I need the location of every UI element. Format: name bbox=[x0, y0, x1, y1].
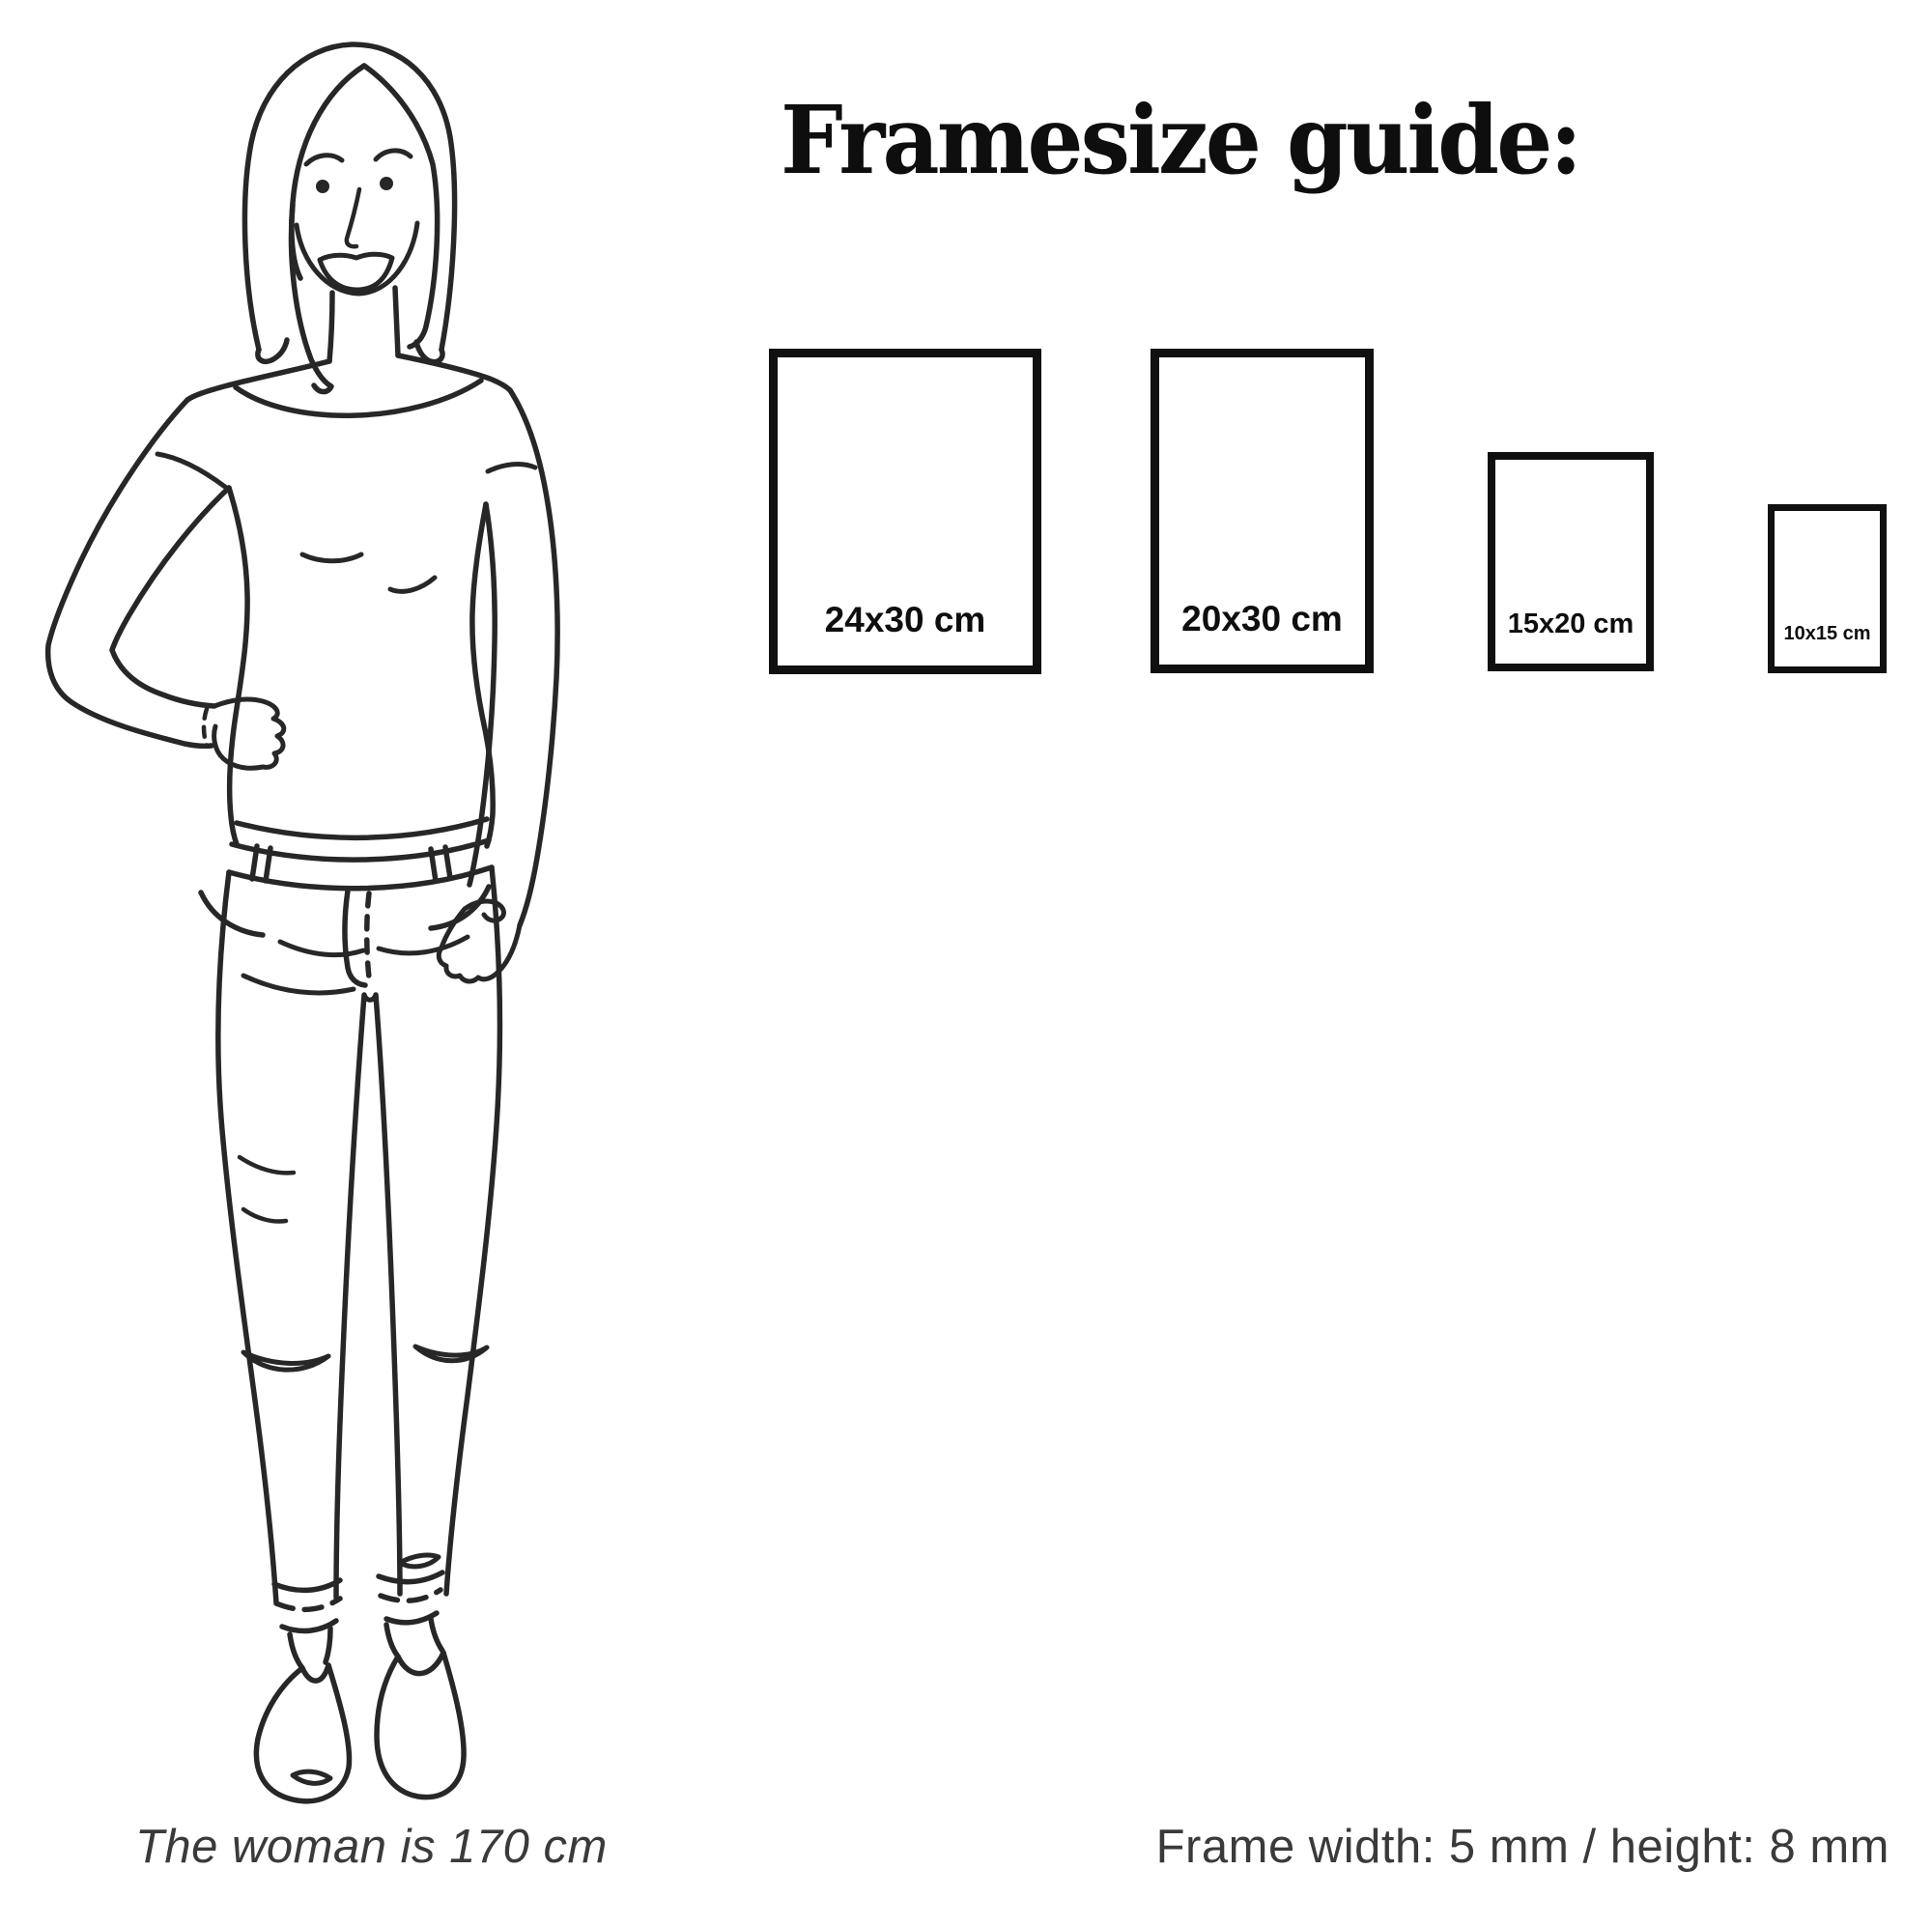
right-sleeve-hem bbox=[488, 465, 535, 471]
hair-inner-right bbox=[364, 66, 438, 347]
thigh-fold bbox=[243, 1209, 286, 1222]
cuff-right-dashed bbox=[381, 1590, 440, 1600]
eye-left bbox=[316, 180, 329, 193]
shoulder-left bbox=[187, 361, 329, 400]
woman-figure-illustration bbox=[24, 29, 575, 1806]
right-arm-outer bbox=[510, 390, 557, 925]
leg-outer-left bbox=[218, 872, 276, 1603]
left-arm-outer bbox=[48, 400, 212, 746]
knee-rip-left bbox=[243, 1352, 328, 1370]
frame-10x15 bbox=[1768, 504, 1887, 673]
frame-label: 24x30 cm bbox=[824, 600, 986, 639]
hip-crease bbox=[243, 976, 354, 993]
frame-label: 15x20 cm bbox=[1507, 609, 1634, 639]
fly-seam bbox=[345, 891, 365, 985]
ankle bbox=[431, 1619, 442, 1651]
page-title: Framesize guide: bbox=[781, 85, 1580, 195]
right-hand bbox=[439, 901, 520, 981]
caption-woman-height: The woman is 170 cm bbox=[135, 1821, 608, 1873]
hip-crease bbox=[280, 942, 363, 955]
left-wrist-dashes bbox=[204, 709, 207, 746]
knee-rip-right bbox=[415, 1346, 487, 1361]
shoe-left-toe-detail bbox=[293, 1771, 330, 1783]
torso-left bbox=[229, 488, 247, 844]
caption-frame-spec: Frame width: 5 mm / height: 8 mm bbox=[1155, 1821, 1889, 1873]
nose bbox=[347, 189, 359, 246]
fly-stitch-dashed bbox=[367, 893, 369, 977]
pocket-right bbox=[431, 887, 489, 928]
frame-label: 10x15 cm bbox=[1783, 623, 1871, 644]
cuff-left-dashed bbox=[276, 1599, 340, 1609]
left-sleeve-hem bbox=[157, 454, 225, 487]
cuff-left-top bbox=[274, 1580, 340, 1590]
left-arm-inner bbox=[112, 488, 229, 706]
neck-right bbox=[395, 288, 398, 355]
ankle bbox=[290, 1634, 302, 1668]
leg-inner-left bbox=[336, 995, 364, 1598]
neckline bbox=[236, 381, 481, 415]
hair-outline bbox=[244, 44, 454, 350]
frame-label: 20x30 cm bbox=[1181, 599, 1343, 638]
ankle bbox=[386, 1625, 398, 1657]
shoe-left-vamp bbox=[302, 1665, 328, 1681]
leg-inner-right bbox=[376, 995, 400, 1594]
frame-24x30 bbox=[769, 349, 1041, 674]
top-hem bbox=[237, 819, 487, 837]
eyebrow-left bbox=[306, 156, 342, 164]
ankle bbox=[326, 1629, 330, 1662]
hair-tip-left bbox=[258, 340, 287, 361]
bust-crease bbox=[302, 554, 361, 561]
cuff-rip-sliver bbox=[400, 1555, 439, 1567]
thigh-fold bbox=[240, 1157, 294, 1173]
cuff-right-top bbox=[379, 1572, 442, 1582]
pocket-left bbox=[201, 892, 263, 935]
eyebrow-right bbox=[376, 151, 411, 159]
shoe-right-vamp bbox=[398, 1653, 443, 1674]
shoulder-right bbox=[398, 355, 510, 390]
frame-15x20 bbox=[1488, 452, 1654, 671]
underbust-crease bbox=[390, 578, 435, 591]
frame-20x30 bbox=[1151, 349, 1374, 673]
left-hand bbox=[214, 699, 284, 768]
eye-right bbox=[380, 177, 393, 190]
neck-left bbox=[329, 293, 332, 361]
hip-crease bbox=[379, 937, 468, 953]
